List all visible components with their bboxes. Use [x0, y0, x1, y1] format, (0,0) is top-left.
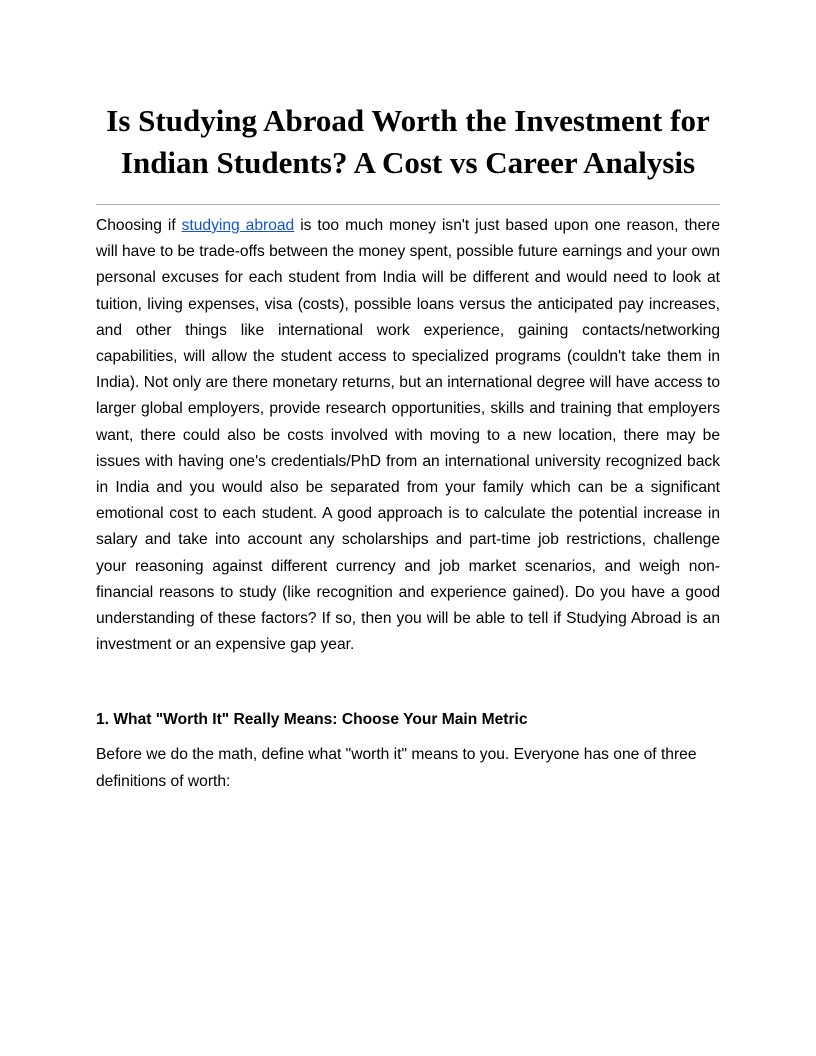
studying-abroad-link[interactable]: studying abroad: [181, 217, 295, 234]
section-1-body: Before we do the math, define what "worth it" means to you. Everyone has one of three definitions of worth:: [96, 746, 697, 790]
intro-paragraph: [96, 213, 720, 658]
document-page: [96, 96, 720, 795]
intro-text-after-link: is too much money isn't just based upon one reason, there will have to be trade-offs between the money spent, possible future earnings and your own personal excuses for each student from India will be different and would need to look at tuition, living expenses, visa (costs), possible loans versus the anticipated pay increases, and other things like international work experience, gaining contacts/networking capabilities, will allow the student access to specialized programs (couldn't take them in India). Not only are there monetary returns, but an international degree will have access to larger global employers, provide research opportunities, skills and training that employers want, there could also be costs involved with moving to a new location, there may be issues with having one's credentials/PhD from an international university recognized back in India and you would also be separated from your family which can be a significant emotional cost to each student. A good approach is to calculate the potential increase in salary and take into account any scholarships and part-time job restrictions, challenge your reasoning against different currency and job market scenarios, and weigh non-financial reasons to study (like recognition and experience gained). Do you have a good understanding of these factors? If so, then you will be able to tell if Studying Abroad is an investment or an expensive gap year.: [96, 217, 720, 654]
intro-text-before-link: Choosing if: [96, 217, 182, 234]
section-1-heading: 1. What "Worth It" Really Means: Choose Your Main Metric: [96, 711, 528, 729]
document-title: Is Studying Abroad Worth the Investment for Indian Students? A Cost vs Career Analysis: [106, 103, 710, 180]
horizontal-divider: [96, 204, 720, 205]
